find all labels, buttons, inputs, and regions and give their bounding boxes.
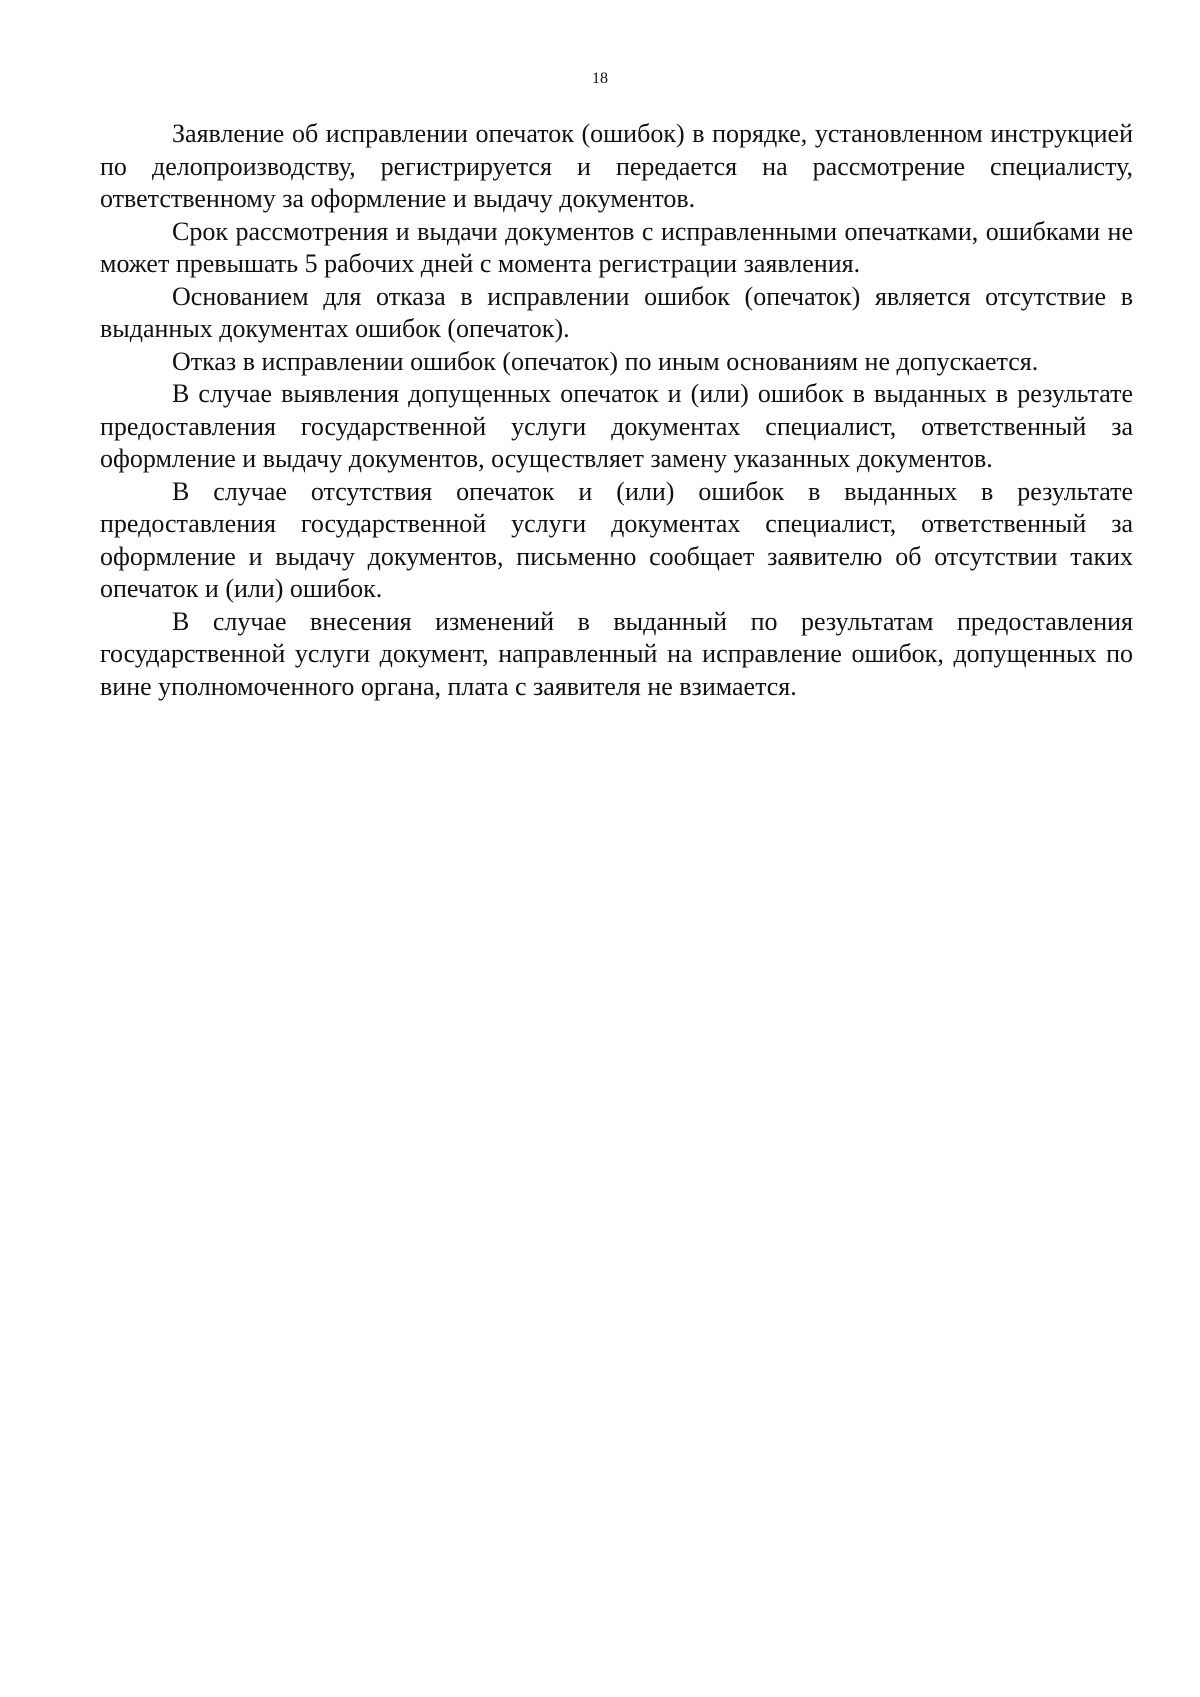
paragraph: В случае выявления допущенных опечаток и (или) ошибок в выданных в результате предоставления государственной услуги документах специалист, ответственный за оформление и выдачу документов, осуществляет замену указанных документов. <box>100 379 1133 473</box>
paragraph: Основанием для отказа в исправлении ошибок (опечаток) является отсутствие в выданных документах ошибок (опечаток). <box>100 281 1133 343</box>
paragraph: Заявление об исправлении опечаток (ошибок) в порядке, установленном инструкцией по делопроизводству, регистрируется и передается на рассмотрение специалисту, ответственному за оформление и выдачу документов. <box>100 119 1133 213</box>
paragraph: Срок рассмотрения и выдачи документов с исправленными опечатками, ошибками не может превышать 5 рабочих дней с момента регистрации заявления. <box>100 216 1133 278</box>
page-number: 18 <box>592 70 608 87</box>
paragraph: Отказ в исправлении ошибок (опечаток) по иным основаниям не допускается. <box>172 346 1039 376</box>
paragraph: В случае внесения изменений в выданный по результатам предоставления государственной услуги документ, направленный на исправление ошибок, допущенных по вине уполномоченного органа, плата с заявителя не взимается. <box>100 606 1133 701</box>
paragraph: В случае отсутствия опечаток и (или) ошибок в выданных в результате предоставления государственной услуги документах специалист, ответственный за оформление и выдачу документов, письменно сообщает заявителю об отсутствии таких опечаток и (или) ошибок. <box>100 476 1133 603</box>
document-body <box>100 118 1133 703</box>
